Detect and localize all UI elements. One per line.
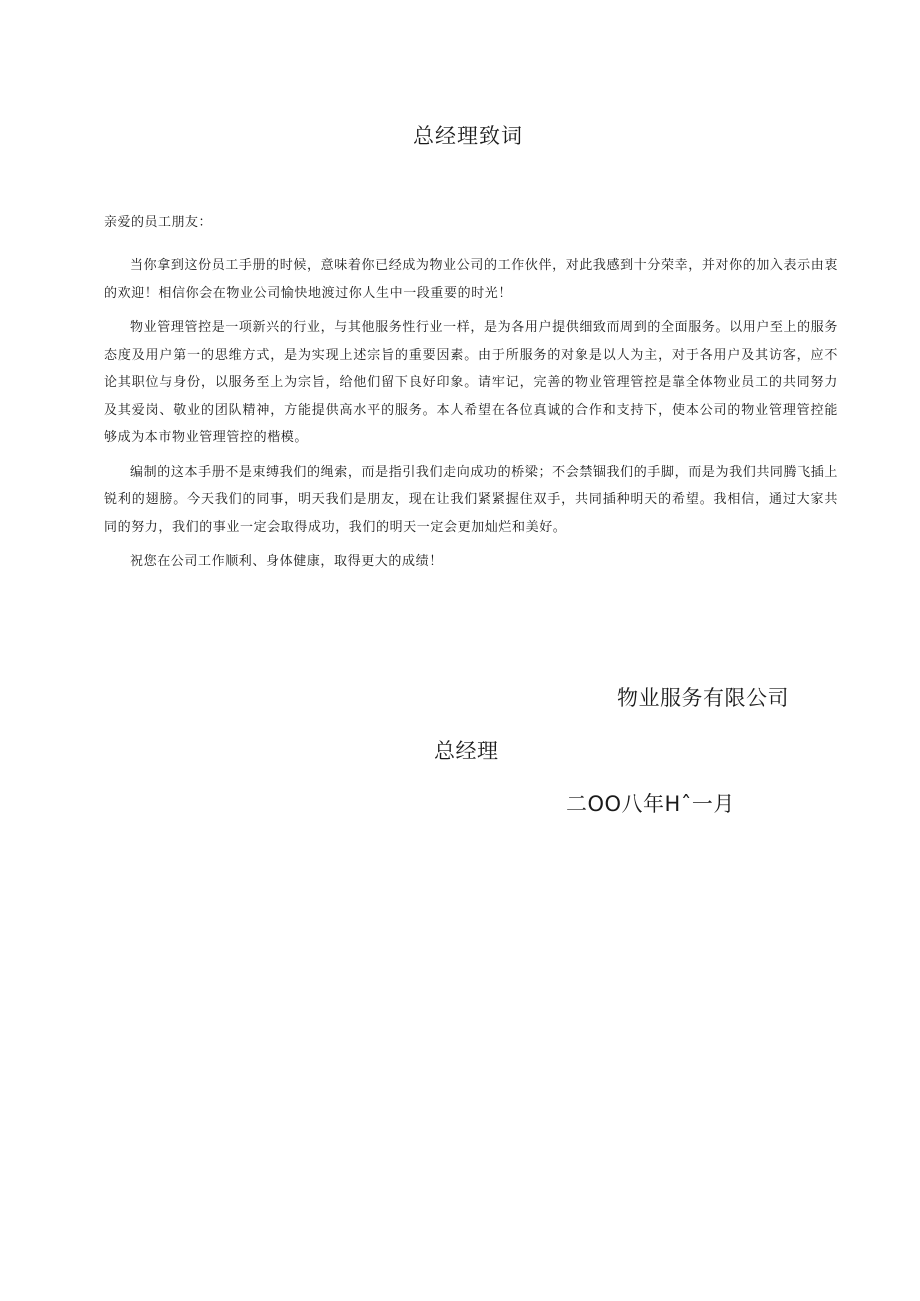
letter-body (104, 252, 838, 583)
signature-date: 二OO八年Hˆ一月 (566, 792, 735, 816)
paragraph-handbook: 编制的这本手册不是束缚我们的绳索，而是指引我们走向成功的桥梁；不会禁锢我们的手脚，而是为我们共同腾飞插上锐利的翅膀。今天我们的同事，明天我们是朋友，现在让我们紧紧握住双手，共同插种明天的希望。我相信，通过大家共同的努力，我们的事业一定会取得成功，我们的明天一定会更加灿烂和美好。 (104, 464, 838, 535)
paragraph-welcome: 当你拿到这份员工手册的时候，意味着你已经成为物业公司的工作伙伴，对此我感到十分荣幸，并对你的加入表示由衷的欢迎！相信你会在物业公司愉快地渡过你人生中一段重要的时光！ (104, 258, 838, 301)
signature-company: 物业服务有限公司 (617, 686, 789, 710)
salutation: 亲爱的员工朋友： (104, 215, 213, 230)
paragraph-wishes: 祝您在公司工作顺利、身体健康，取得更大的成绩！ (130, 554, 443, 569)
paragraph-service: 物业管理管控是一项新兴的行业，与其他服务性行业一样，是为各用户提供细致而周到的全面服务。以用户至上的服务态度及用户第一的思维方式，是为实现上述宗旨的重要因素。由于所服务的对象是以人为主，对于各用户及其访客，应不论其职位与身份，以服务至上为宗旨，给他们留下良好印象。请牢记，完善的物业管理管控是靠全体物业员工的共同努力及其爱岗、敬业的团队精神，方能提供高水平的服务。本人希望在各位真诚的合作和支持下，使本公司的物业管理管控能够成为本市物业管理管控的楷模。 (104, 320, 838, 445)
page-title: 总经理致词 (413, 124, 523, 148)
signature-title: 总经理 (434, 739, 499, 763)
